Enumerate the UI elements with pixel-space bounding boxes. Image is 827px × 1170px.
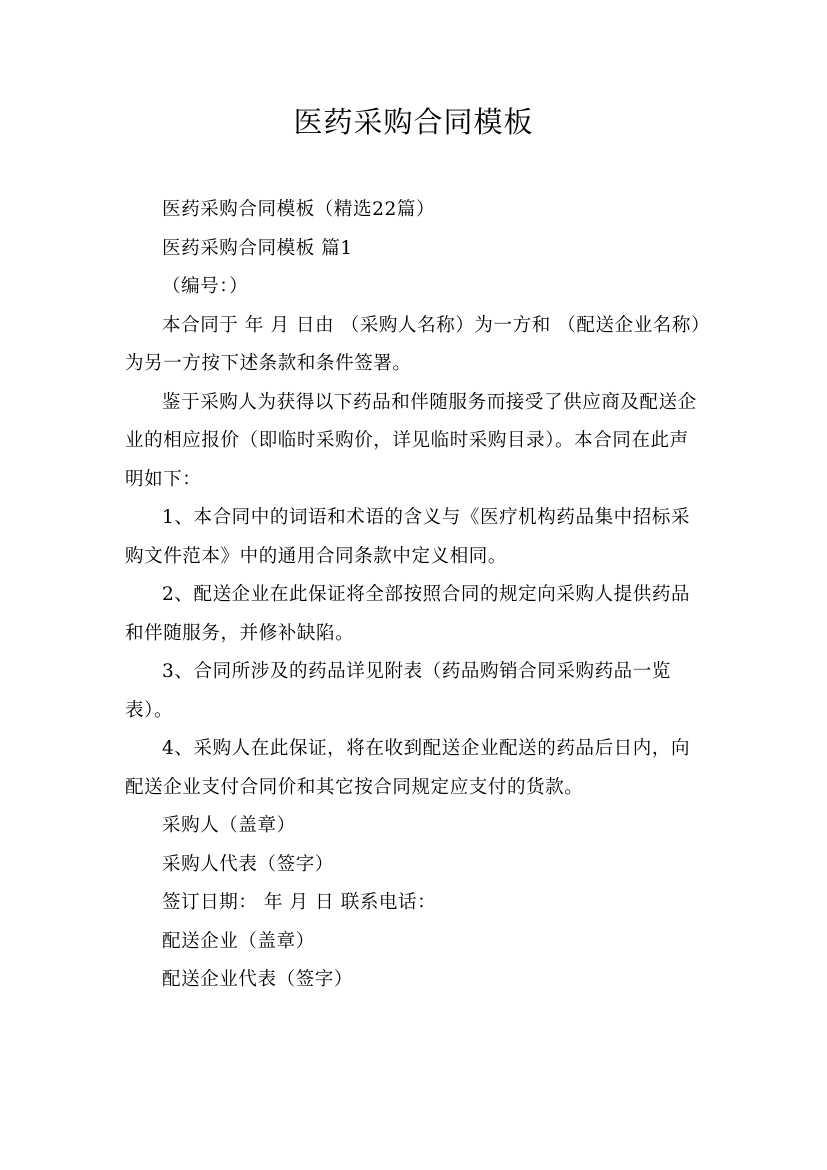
paragraph-clause-2: 2、配送企业在此保证将全部按照合同的规定向采购人提供药品和伴随服务，并修补缺陷。	[125, 584, 691, 644]
paragraph-clause-3: 3、合同所涉及的药品详见附表（药品购销合同采购药品一览表）。	[125, 661, 671, 721]
paragraph-section-heading: 医药采购合同模板 篇1	[162, 237, 353, 259]
paragraph-buyer-seal: 采购人（盖章）	[162, 815, 296, 836]
paragraph-distributor-seal: 配送企业（盖章）	[162, 930, 315, 952]
document-title: 医药采购合同模板	[293, 105, 534, 139]
paragraph-signing-date: 签订日期： 年 月 日 联系电话：	[162, 892, 437, 913]
paragraph-clause-1: 1、本合同中的词语和术语的含义与《医疗机构药品集中招标采购文件范本》中的通用合同条款中定义相同。	[125, 507, 691, 567]
paragraph-whereas: 鉴于采购人为获得以下药品和伴随服务而接受了供应商及配送企业的相应报价（即临时采购价，详见临时采购目录）。本合同在此声明如下：	[125, 391, 697, 490]
paragraph-distributor-representative: 配送企业代表（签字）	[162, 969, 354, 990]
paragraph-buyer-representative: 采购人代表（签字）	[162, 853, 334, 875]
paragraph-subtitle: 医药采购合同模板（精选22篇）	[162, 199, 436, 220]
paragraph-clause-4: 4、采购人在此保证，将在收到配送企业配送的药品后日内，向配送企业支付合同价和其它按合同规定应支付的货款。	[125, 738, 691, 798]
document-body	[125, 191, 705, 1000]
paragraph-contract-number: （编号：）	[162, 276, 249, 297]
paragraph-preamble: 本合同于 年 月 日由 （采购人名称）为一方和 （配送企业名称）为另一方按下述条款和条件签署。	[125, 314, 701, 374]
